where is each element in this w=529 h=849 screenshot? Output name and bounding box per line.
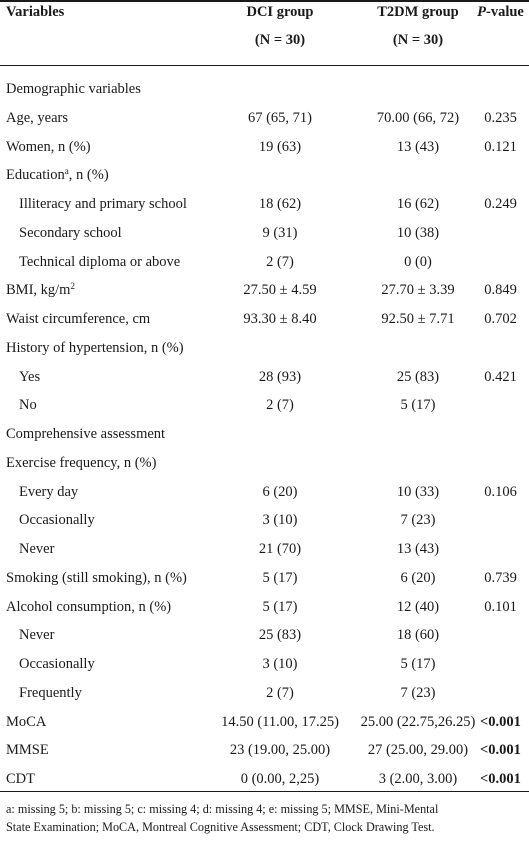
dci-value: 9 (31) — [262, 224, 298, 241]
row-label: Illiteracy and primary school — [19, 196, 187, 212]
dci-value: 2 (7) — [266, 684, 294, 701]
table-row — [0, 75, 529, 104]
row-label: Comprehensive assessment — [6, 426, 166, 442]
table-row — [0, 708, 529, 737]
row-label: MoCA — [6, 713, 47, 730]
table-row — [0, 593, 529, 622]
p-value: 0.849 — [484, 282, 517, 299]
table-row — [0, 650, 529, 679]
t2dm-value: 25 (83) — [396, 368, 440, 385]
header-variables: Variables — [6, 4, 65, 20]
row-label: Technical diploma or above — [19, 253, 181, 270]
table-row — [0, 161, 529, 190]
dci-value: 28 (93) — [258, 368, 302, 385]
t2dm-value: 13 (43) — [396, 138, 440, 155]
dci-value: 19 (63) — [258, 138, 302, 155]
t2dm-value: 0 (0) — [404, 253, 432, 270]
p-value: 0.101 — [484, 598, 517, 615]
t2dm-value: 27 (25.00, 29.00) — [367, 742, 469, 759]
p-value: 0.421 — [484, 368, 517, 385]
row-label: MMSE — [6, 742, 49, 759]
table-row — [0, 506, 529, 535]
footnote-line-1: a: missing 5; b: missing 5; c: missing 4; d: missing 4; e: missing 5; MMSE, Mini-Mental — [6, 802, 439, 816]
t2dm-value: 7 (23) — [400, 684, 436, 701]
t2dm-value: 7 (23) — [400, 512, 436, 529]
row-label: Demographic variables — [6, 81, 141, 97]
dci-value: 6 (20) — [262, 483, 298, 500]
t2dm-value: 92.50 ± 7.71 — [381, 311, 455, 327]
dci-value: 93.30 ± 8.40 — [243, 311, 317, 327]
dci-value: 21 (70) — [258, 541, 302, 557]
table-row — [0, 363, 529, 392]
dci-value: 25 (83) — [258, 627, 302, 644]
row-label: Age, years — [6, 109, 69, 126]
header-rule — [0, 65, 529, 66]
row-label: Never — [19, 627, 55, 644]
header-dci-group — [212, 4, 348, 49]
table-row — [0, 679, 529, 708]
row-label: Alcohol consumption, n (%) — [6, 598, 172, 615]
table-row — [0, 276, 529, 305]
p-value: 0.249 — [484, 196, 517, 212]
row-label: Exercise frequency, n (%) — [6, 454, 157, 471]
row-label: History of hypertension, n (%) — [6, 339, 184, 356]
t2dm-value: 5 (17) — [400, 656, 436, 672]
row-label: No — [19, 397, 37, 414]
t2dm-value: 6 (20) — [400, 569, 436, 586]
table-row — [0, 736, 529, 765]
table-row — [0, 190, 529, 219]
p-value: 0.739 — [484, 569, 517, 586]
p-value: <0.001 — [480, 742, 521, 759]
dci-value: 14.50 (11.00, 17.25) — [221, 713, 339, 730]
row-label: Secondary school — [19, 224, 122, 241]
dci-value: 3 (10) — [262, 512, 298, 529]
dci-value: 23 (19.00, 25.00) — [229, 742, 331, 759]
t2dm-value: 16 (62) — [396, 196, 440, 212]
table-row — [0, 248, 529, 277]
p-value: <0.001 — [480, 713, 521, 730]
table-row — [0, 219, 529, 248]
t2dm-value: 10 (38) — [396, 224, 440, 241]
row-label: BMI, $kg/m^2$ — [6, 281, 75, 299]
t2dm-value: 25.00 (22.75,26.25) — [360, 713, 476, 730]
dci-value: 5 (17) — [262, 598, 298, 615]
p-value: 0.235 — [484, 109, 517, 126]
t2dm-value: 18 (60) — [396, 627, 440, 644]
p-value: 0.121 — [484, 138, 517, 155]
t2dm-value: 27.70 ± 3.39 — [381, 282, 455, 299]
dci-value: 5 (17) — [262, 569, 298, 586]
t2dm-value: 12 (40) — [396, 598, 440, 615]
dci-value: 0 (0.00, 2,25) — [240, 771, 320, 787]
row-label: Occasionally — [19, 512, 95, 529]
row-label: Frequently — [19, 684, 82, 701]
table-row — [0, 621, 529, 650]
table-row — [0, 478, 529, 507]
table-row — [0, 133, 529, 162]
t2dm-value: 3 (2.00, 3.00) — [378, 771, 458, 787]
table-row — [0, 391, 529, 420]
table-row — [0, 765, 529, 794]
table-footnote — [6, 800, 526, 836]
dci-value: 2 (7) — [266, 253, 294, 270]
top-rule — [0, 0, 529, 2]
header-dci-title: DCI group — [246, 4, 314, 20]
header-t2dm-title: T2DM group — [377, 4, 459, 20]
p-value: 0.106 — [484, 483, 517, 500]
row-label: Education$^a$, n (%) — [6, 166, 109, 184]
t2dm-value: 13 (43) — [396, 541, 440, 557]
header-pvalue — [472, 4, 529, 21]
header-t2dm-n: (N = 30) — [392, 32, 444, 48]
t2dm-value: 70.00 (66, 72) — [376, 109, 460, 126]
dci-value: 2 (7) — [266, 397, 294, 414]
footnote-line-2: State Examination; MoCA, Montreal Cognitive Assessment; CDT, Clock Drawing Test. — [6, 820, 435, 834]
row-label: Yes — [19, 368, 41, 385]
row-label: CDT — [6, 771, 35, 787]
row-label: Waist circumference, cm — [6, 311, 151, 327]
table-row — [0, 305, 529, 334]
row-label: Occasionally — [19, 656, 95, 672]
header-dci-n: (N = 30) — [254, 32, 306, 48]
row-label: Women, n (%) — [6, 138, 91, 155]
dci-value: 27.50 ± 4.59 — [243, 282, 317, 299]
header-pvalue-p: P — [477, 4, 486, 20]
p-value: 0.702 — [484, 311, 517, 327]
row-label: Never — [19, 541, 55, 557]
p-value: <0.001 — [480, 771, 521, 787]
table-row — [0, 564, 529, 593]
header-pvalue-rest: -value — [486, 4, 524, 20]
table-row — [0, 535, 529, 564]
dci-value: 3 (10) — [262, 656, 298, 672]
t2dm-value: 10 (33) — [396, 483, 440, 500]
header-t2dm-group — [350, 4, 486, 49]
table-row — [0, 420, 529, 449]
dci-value: 18 (62) — [258, 196, 302, 212]
row-label: Smoking (still smoking), n (%) — [6, 569, 187, 586]
bottom-rule — [0, 791, 529, 792]
dci-value: 67 (65, 71) — [247, 109, 313, 126]
table-row — [0, 449, 529, 478]
t2dm-value: 5 (17) — [400, 397, 436, 414]
row-label: Every day — [19, 483, 79, 500]
table-row — [0, 104, 529, 133]
table-row — [0, 334, 529, 363]
